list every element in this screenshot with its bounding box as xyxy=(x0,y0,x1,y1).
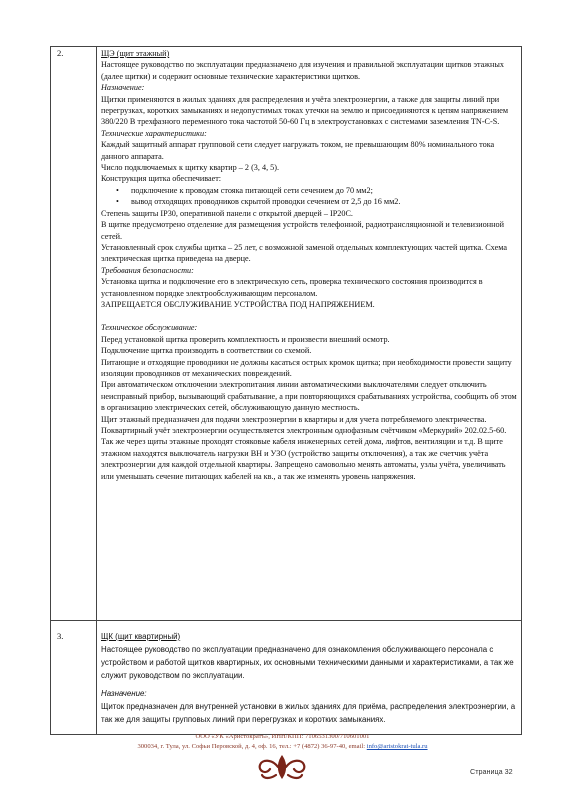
safety-heading: Требования безопасности: xyxy=(101,265,194,275)
safety-warning: ЗАПРЕЩАЕТСЯ ОБСЛУЖИВАНИЕ УСТРОЙСТВА ПОД НАПРЯЖЕНИЕМ. xyxy=(101,299,375,309)
safety-text: Установка щитка и подключение его в электрическую сеть, проверка технического состояния производится в установленном порядке электрообслуживающим персоналом. xyxy=(101,277,483,298)
page-number: Страница 32 xyxy=(470,767,513,776)
service-line: При автоматическом отключении электропитания линии автоматическими выключателями следует отключить неисправный прибор, вызывающий срабатывание, а при повторяющихся срабатываниях устройства, сообщить об этом в организацию электрических сетей, обслуживающую данную местность. xyxy=(101,380,517,413)
tech-bullet: • вывод отходящих проводников скрытой проводки сечением от 2,5 до 16 мм2. xyxy=(101,196,517,207)
service-line: Перед установкой щитка проверить комплектность и произвести внешний осмотр. xyxy=(101,334,390,344)
service-line: Щит этажный предназначен для подачи электроэнергии в квартиры и для учета потребляемого электричества. Поквартирный учёт электроэнергии осуществляется электронным однофазным счётчиком «Меркурий» 202.02.5-60. Так же через щиты этажные проходят стояковые кабеля инженерных сетей дома, лифтов, вентиляции и т.д. В щите этажном находятся выключатель нагрузки ВН и УЗО (устройство защиты отключения), а так же счетчик учёта электроэнергии для каждой отдельной квартиры. Запрещено самовольно менять автоматы, узлы учёта, увеличивать или уменьшать сечение питающих кабелей на кв., а так же изменять уровень напряжения. xyxy=(101,414,507,481)
tech-line: Установленный срок службы щитка – 25 лет, с возможной заменой отдельных комплектующих частей щитка. Схема электрическая щитка приведена на дверце. xyxy=(101,242,507,264)
purpose-text: Щиток предназначен для внутренней установки в жилых зданиях для приёма, распределения электроэнергии, а так же для защиты групповых линий при перегрузках и коротких замыканиях. xyxy=(101,702,516,724)
section-intro: Настоящее руководство по эксплуатации предназначено для ознакомления обслуживающего персонала с устройством и работой щитков квартирных, их основными техническими данными и характеристиками, а так же служит руководством по эксплуатации. xyxy=(101,645,514,680)
service-heading: Техническое обслуживание: xyxy=(101,323,198,333)
ornament-logo xyxy=(254,753,310,781)
tech-line: Степень защиты IP30, оперативной панели с открытой дверцей – IP20С. xyxy=(101,208,353,218)
section-body-3 xyxy=(97,621,522,735)
footer-address-text: 300034, г. Тула, ул. Софьи Перовской, д. 4, оф. 16, тел.: +7 (4872) 36-97-40, email: xyxy=(137,743,367,750)
purpose-heading: Назначение: xyxy=(101,83,145,93)
section-row-3 xyxy=(51,621,522,735)
tech-bullet: • подключение к проводам стояка питающей сети сечением до 70 мм2; xyxy=(101,185,517,196)
tech-line: Число подключаемых к щитку квартир – 2 (3, 4, 5). xyxy=(101,163,280,173)
footer-email-link[interactable]: info@aristokrat-tula.ru xyxy=(366,743,428,750)
purpose-heading: Назначение: xyxy=(101,689,147,698)
section-row-2 xyxy=(51,47,522,621)
content-table xyxy=(50,46,522,735)
section-number: 3. xyxy=(51,621,97,735)
tech-line: Конструкция щитка обеспечивает: xyxy=(101,174,222,184)
section-title: ЩЭ (щит этажный) xyxy=(101,49,170,58)
tech-line: В щитке предусмотрено отделение для размещения устройств телефонной, радиотрансляционной и телевизионной сетей. xyxy=(101,220,504,241)
section-intro: Настоящее руководство по эксплуатации предназначено для изучения и правильной эксплуатации щитков этажных (далее щитки) и содержит основные технические характеристики щитков. xyxy=(101,60,504,81)
service-line: Питающие и отходящие проводники не должны касаться острых кромок щитка; при необходимости провести защиту изоляции проводников от механических повреждений. xyxy=(101,357,512,378)
section-title: ЩК (щит квартирный) xyxy=(101,632,181,641)
tech-line: Каждый защитный аппарат групповой сети следует нагружать током, не превышающим 80% номинального тока данного аппарата. xyxy=(101,140,495,161)
service-line: Подключение щитка производить в соответствии со схемой. xyxy=(101,346,312,356)
tech-heading: Технические характеристики: xyxy=(101,128,207,138)
purpose-text: Щитки применяются в жилых зданиях для распределения и учёта электроэнергии, а также для защиты линий при перегрузках, коротких замыканиях и недопустимых токах утечки на землю и присоединяются к цепям напряжением 380/220 В трехфазного переменного тока частотой 50-60 Гц в электроустановках с системами заземления TN-C-S. xyxy=(101,94,509,127)
section-number: 2. xyxy=(51,47,97,621)
footer-address xyxy=(0,743,565,750)
footer-company: ООО «УК «Аристократъ», ИНН/КПП: 7106531300/710601001 xyxy=(195,733,370,740)
section-body-2 xyxy=(97,47,522,621)
